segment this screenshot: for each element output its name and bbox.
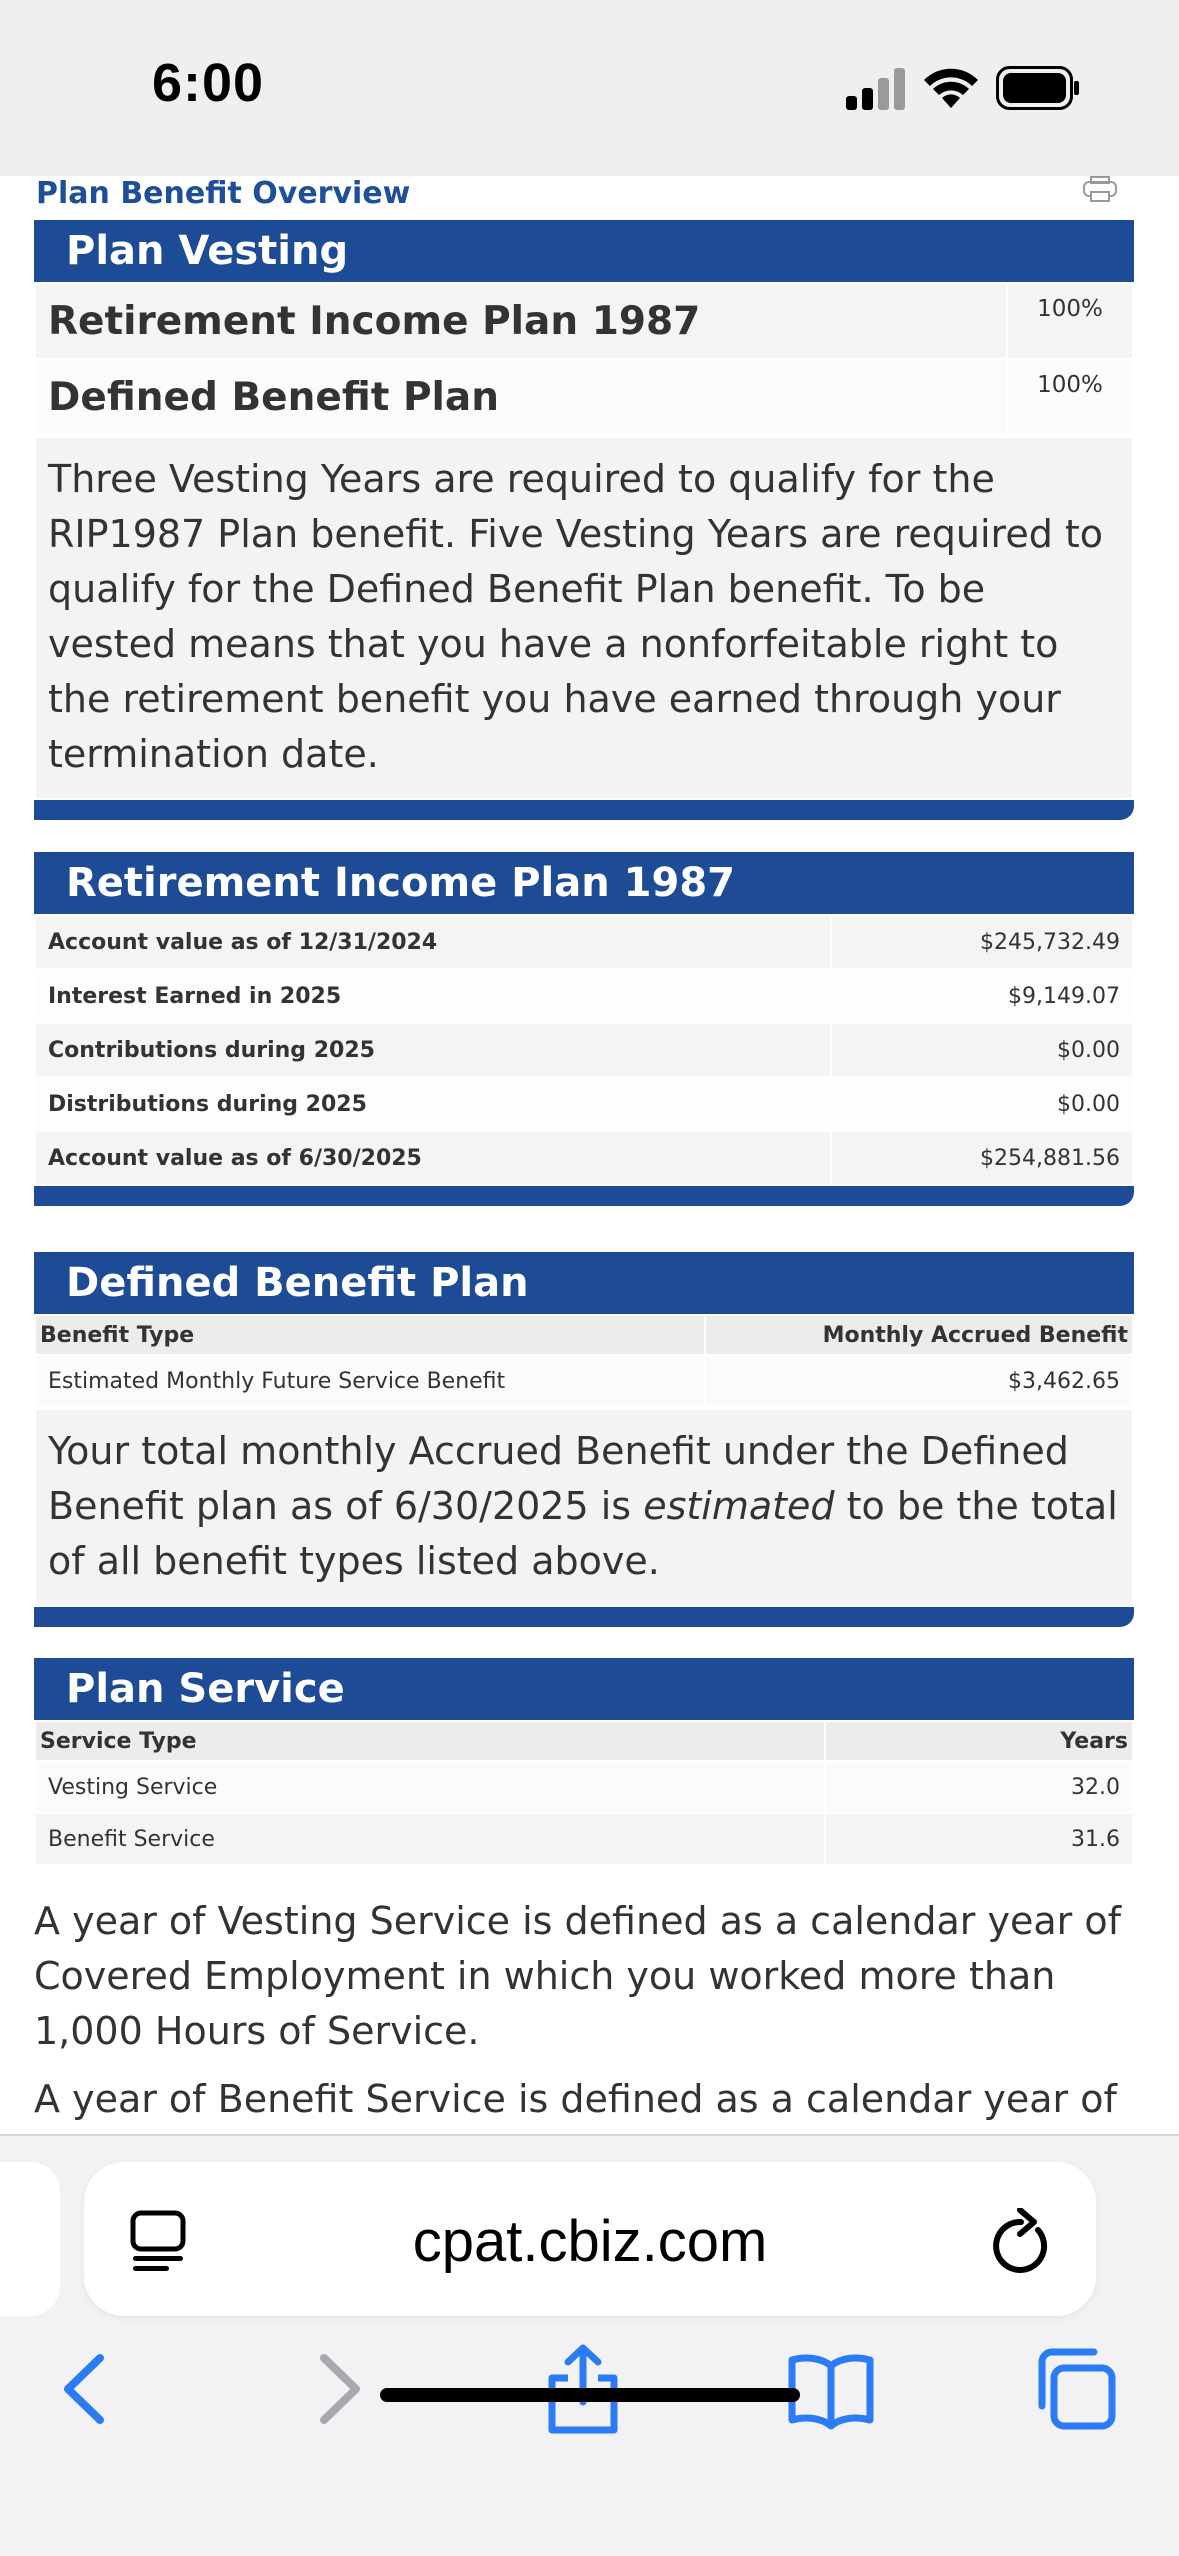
- benefit-note: [34, 1408, 1134, 1607]
- service-table: [34, 1720, 1134, 1866]
- print-icon[interactable]: [1082, 176, 1118, 202]
- forward-icon[interactable]: [294, 2344, 384, 2434]
- bookmarks-icon[interactable]: [786, 2344, 876, 2434]
- table-header: [35, 1315, 1133, 1355]
- benefit-service-definition: A year of Benefit Service is defined as a calendar year of: [34, 2077, 1117, 2121]
- row-label: Vesting Service: [35, 1761, 825, 1813]
- page-title: Plan Benefit Overview: [36, 176, 411, 211]
- benefit-table: [34, 1314, 1134, 1408]
- row-value: $0.00: [831, 1023, 1133, 1077]
- note-text: to be the total of all benefit types listed above.: [48, 1484, 1118, 1583]
- table-row: [35, 1077, 1133, 1131]
- vesting-percent: 100%: [1007, 359, 1133, 435]
- note-text: Your total monthly Accrued Benefit under the Defined Benefit plan as of 6/30/2025 is: [48, 1429, 1069, 1528]
- vesting-note: Three Vesting Years are required to qualify for the RIP1987 Plan benefit. Five Vesting Years are required to qualify for the Defined Benefit Plan benefit. To be vested means that you have a nonforfeitable right to the retirement benefit you have earned through your termination date.: [34, 436, 1134, 800]
- cellular-signal-icon: [846, 68, 906, 110]
- web-content[interactable]: [0, 176, 1179, 2134]
- defined-benefit-panel: [34, 1252, 1134, 1627]
- row-label: Contributions during 2025: [35, 1023, 831, 1077]
- column-header: Service Type: [35, 1721, 825, 1761]
- rip-panel: [34, 852, 1134, 1206]
- plan-service-panel: [34, 1658, 1134, 1866]
- row-label: Benefit Service: [35, 1813, 825, 1865]
- table-row: [35, 1355, 1133, 1407]
- row-value: $254,881.56: [831, 1131, 1133, 1185]
- panel-title: Retirement Income Plan 1987: [34, 852, 1134, 914]
- plan-name: Defined Benefit Plan: [35, 359, 1007, 435]
- vesting-service-definition: A year of Vesting Service is defined as a calendar year of Covered Employment in which you worked more than 1,000 Hours of Service.: [34, 1899, 1121, 2053]
- plan-vesting-panel: [34, 220, 1134, 820]
- table-row: [35, 283, 1133, 359]
- row-value: 32.0: [825, 1761, 1133, 1813]
- browser-toolbar: [0, 2134, 1179, 2556]
- table-row: [35, 969, 1133, 1023]
- note-emphasis: estimated: [643, 1484, 835, 1528]
- row-value: $245,732.49: [831, 915, 1133, 969]
- status-time: 6:00: [152, 53, 265, 113]
- row-value: $9,149.07: [831, 969, 1133, 1023]
- row-value: $3,462.65: [705, 1355, 1133, 1407]
- rip-table: [34, 914, 1134, 1186]
- reload-icon[interactable]: [990, 2208, 1052, 2274]
- panel-title: Defined Benefit Plan: [34, 1252, 1134, 1314]
- back-icon[interactable]: [40, 2344, 130, 2434]
- table-row: [35, 1023, 1133, 1077]
- table-row: [35, 1813, 1133, 1865]
- row-value: $0.00: [831, 1077, 1133, 1131]
- row-label: Account value as of 12/31/2024: [35, 915, 831, 969]
- home-indicator[interactable]: [380, 2388, 800, 2402]
- row-label: Interest Earned in 2025: [35, 969, 831, 1023]
- address-bar[interactable]: [84, 2162, 1096, 2316]
- panel-footer: [34, 1607, 1134, 1627]
- url-text[interactable]: cpat.cbiz.com: [412, 2209, 768, 2274]
- table-row: [35, 359, 1133, 435]
- previous-tab-stub[interactable]: [0, 2162, 60, 2316]
- row-value: 31.6: [825, 1813, 1133, 1865]
- plan-name: Retirement Income Plan 1987: [35, 283, 1007, 359]
- row-label: Account value as of 6/30/2025: [35, 1131, 831, 1185]
- table-header: [35, 1721, 1133, 1761]
- row-label: Estimated Monthly Future Service Benefit: [35, 1355, 705, 1407]
- status-bar: [0, 0, 1179, 176]
- battery-icon: [996, 66, 1080, 110]
- vesting-percent: 100%: [1007, 283, 1133, 359]
- tabs-icon[interactable]: [1030, 2344, 1120, 2434]
- panel-footer: [34, 1186, 1134, 1206]
- panel-footer: [34, 800, 1134, 820]
- table-row: [35, 915, 1133, 969]
- table-row: [35, 1761, 1133, 1813]
- column-header: Monthly Accrued Benefit: [705, 1315, 1133, 1355]
- column-header: Years: [825, 1721, 1133, 1761]
- wifi-icon: [922, 64, 980, 108]
- table-row: [35, 1131, 1133, 1185]
- vesting-table: [34, 282, 1134, 436]
- row-label: Distributions during 2025: [35, 1077, 831, 1131]
- column-header: Benefit Type: [35, 1315, 705, 1355]
- panel-title: Plan Vesting: [34, 220, 1134, 282]
- panel-title: Plan Service: [34, 1658, 1134, 1720]
